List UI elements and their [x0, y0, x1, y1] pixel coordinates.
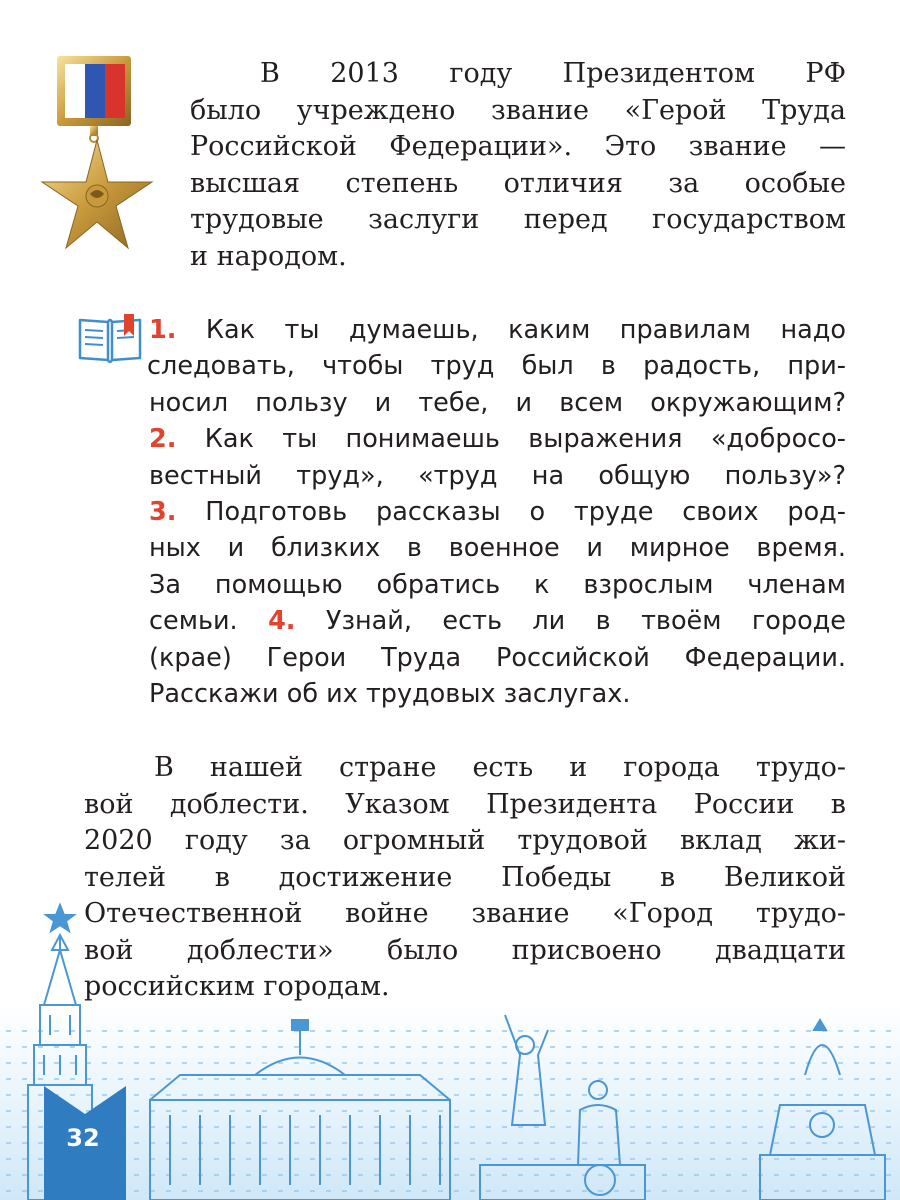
question-line [149, 603, 846, 639]
intro-line: высшая степень отличия за особые [190, 167, 846, 199]
question-line: (крае) Герои Труда Российской Федерации. [149, 642, 846, 673]
intro-line: и народом. [190, 240, 347, 272]
open-book-bookmark-icon [76, 312, 144, 364]
city-line: 2020 году за огромный трудовой вклад жи- [84, 825, 846, 856]
city-line: российским городам. [84, 971, 390, 1002]
question-text: семьи. [149, 606, 238, 637]
question-line: носил пользу и тебе, и всем окружающим? [149, 387, 846, 418]
questions-block [149, 312, 846, 712]
question-line: вестный труд», «труд на общую пользу»? [149, 460, 846, 491]
question-line [149, 494, 846, 530]
question-line: Расскажи об их трудовых заслугах. [149, 678, 631, 709]
hero-of-labour-medal-image [38, 54, 156, 250]
intro-line: В 2013 году Президентом РФ [260, 58, 846, 89]
page-number: 32 [66, 1124, 100, 1152]
question-text: Как ты думаешь, каким правилам надо [205, 315, 846, 345]
question-number: 4. [268, 606, 296, 637]
city-line: Отечественной войне звание «Город трудо- [84, 898, 846, 929]
moscow-landmarks-illustration [0, 895, 900, 1200]
question-number: 1. [149, 315, 177, 345]
question-text: Узнай, есть ли в твоём городе [325, 606, 846, 637]
question-number: 2. [149, 424, 177, 455]
question-line: следовать, чтобы труд был в радость, при- [147, 351, 846, 382]
question-line [149, 421, 846, 457]
question-number: 3. [149, 496, 177, 527]
intro-line: было учреждено звание «Герой Труда [190, 94, 846, 126]
question-line: ных и близких в военное и мирное время. [149, 533, 846, 564]
city-line: вой доблести. Указом Президента России в [84, 788, 846, 820]
question-line [149, 312, 846, 348]
intro-line: трудовые заслуги перед государством [190, 204, 846, 235]
city-line: В нашей стране есть и города трудо- [154, 752, 846, 783]
question-text: Подготовь рассказы о труде своих род- [205, 496, 847, 527]
question-text: Как ты понимаешь выражения «добросо- [204, 424, 846, 455]
city-line: телей в достижение Победы в Великой [84, 861, 846, 893]
question-line: За помощью обратись к взрослым членам [149, 569, 846, 600]
city-line: вой доблести» было присвоено двадцати [84, 934, 846, 966]
intro-paragraph [190, 56, 846, 275]
intro-line: Российской Федерации». Это звание — [190, 131, 846, 162]
